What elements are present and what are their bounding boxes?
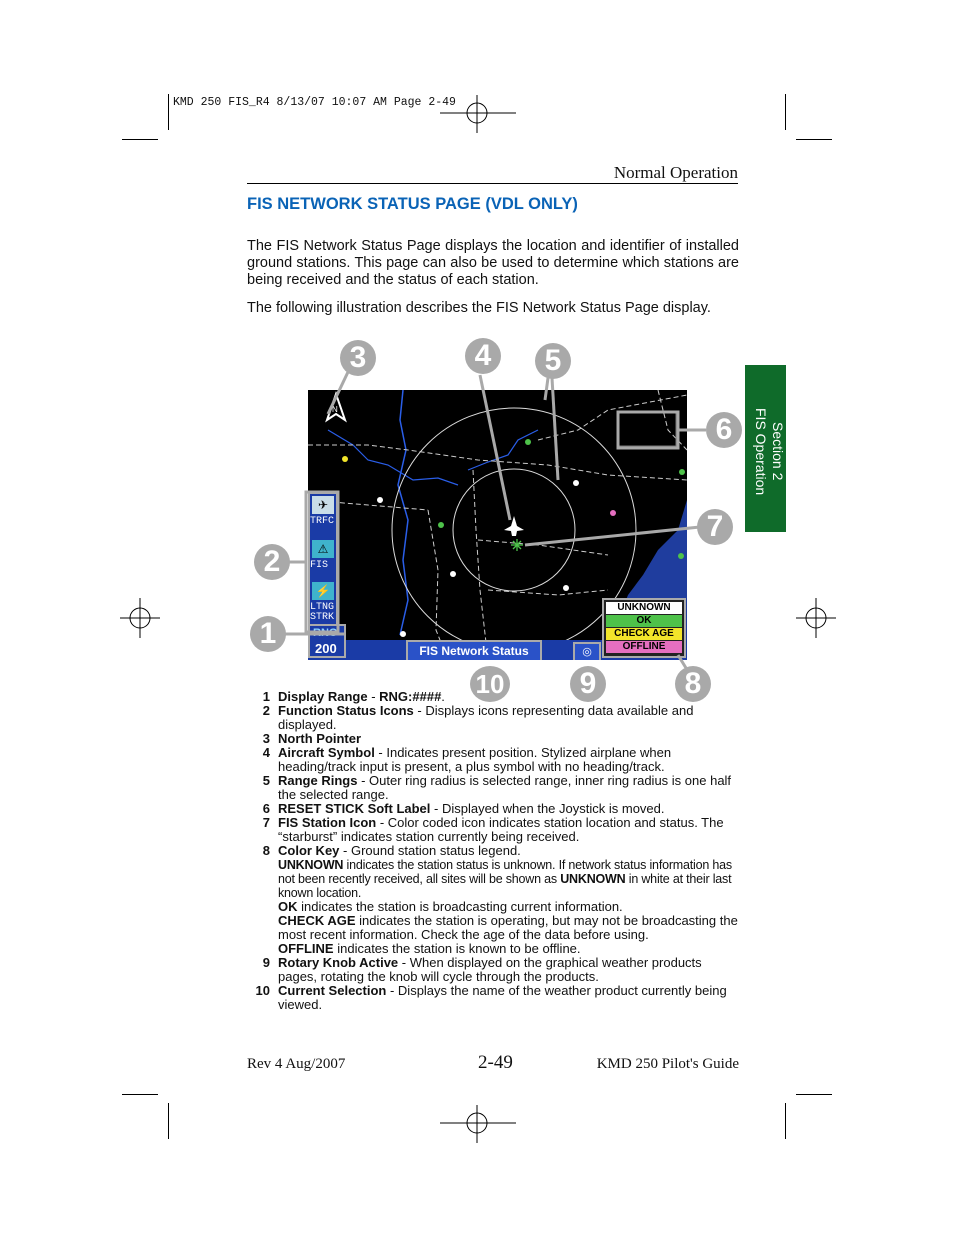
legend-item: 3 North Pointer <box>262 731 362 746</box>
callout-5: 5 <box>535 343 571 379</box>
fis-icon: ⚠ <box>312 540 334 558</box>
strike-label: STRK <box>310 612 335 623</box>
legend-item: 7 FIS Station Icon - Color coded icon indicates station location and status. The “starburst” indicates station currently being received. <box>262 815 724 844</box>
footer-guide-title: KMD 250 Pilot's Guide <box>596 1056 739 1072</box>
callout-3: 3 <box>340 340 376 376</box>
north-label: N <box>332 405 338 414</box>
legend-item: 2 Function Status Icons - Displays icons representing data available and displayed. <box>262 703 694 732</box>
fis-label: FIS <box>310 560 329 571</box>
legend-item: 4 Aircraft Symbol - Indicates present position. Stylized airplane when heading/track input is present, a plus symbol with no heading/track. <box>262 745 672 774</box>
traffic-label: TRFC <box>310 516 335 527</box>
color-key-note: UNKNOWN indicates the station status is unknown. If network status information has not been recently received, all sites will be shown as UNKNOWN in white at their last known location. <box>278 858 732 900</box>
traffic-icon: ✈ <box>312 496 334 514</box>
current-selection-label: FIS Network Status <box>406 640 542 660</box>
callout-9: 9 <box>570 666 606 702</box>
intro-paragraph: The following illustration describes the FIS Network Status Page display. <box>247 300 711 316</box>
section-header: Normal Operation <box>613 163 738 182</box>
callout-2: 2 <box>254 544 290 580</box>
color-key-check-age: CHECK AGE <box>606 628 682 640</box>
callout-4: 4 <box>465 338 501 374</box>
legend-item: 1 Display Range - RNG:####. <box>262 689 445 704</box>
print-slug: KMD 250 FIS_R4 8/13/07 10:07 AM Page 2-49 <box>173 96 456 109</box>
callout-1: 1 <box>250 616 286 652</box>
legend-item: 9 Rotary Knob Active - When displayed on the graphical weather products pages, rotating the knob will cycle through the products. <box>262 955 702 984</box>
range-label: RNG <box>313 627 338 639</box>
lightning-icon: ⚡ <box>312 582 334 600</box>
page-title: FIS NETWORK STATUS PAGE (VDL ONLY) <box>247 195 578 213</box>
range-value: 200 <box>315 641 337 656</box>
legend-item: 10 Current Selection - Displays the name of the weather product currently being viewed. <box>255 983 727 1012</box>
callout-7: 7 <box>697 509 733 545</box>
callout-6: 6 <box>706 412 742 448</box>
rotary-knob-icon: ◎ <box>573 642 601 660</box>
color-key-unknown: UNKNOWN <box>606 602 682 614</box>
legend-item: 6 RESET STICK Soft Label - Displayed when the Joystick is moved. <box>262 801 665 816</box>
intro-paragraph: The FIS Network Status Page displays the location and identifier of installed ground stations. This page can also be used to determine which stations are being received and the status of each station. <box>247 238 739 288</box>
legend-item: 8 Color Key - Ground station status legend. <box>262 843 521 858</box>
legend-list <box>254 690 744 1012</box>
lightning-label: LTNG <box>310 602 335 613</box>
callout-10: 10 <box>470 666 510 702</box>
page-number: 2-49 <box>478 1052 513 1073</box>
color-key-offline: OFFLINE <box>606 641 682 653</box>
footer-revision: Rev 4 Aug/2007 <box>247 1056 346 1072</box>
callout-8: 8 <box>675 666 711 702</box>
legend-item: 5 Range Rings - Outer ring radius is selected range, inner ring radius is one half the selected range. <box>262 773 732 802</box>
color-key-ok: OK <box>606 615 682 627</box>
color-key-note: OFFLINE indicates the station is known to be offline. <box>278 941 581 956</box>
color-key-note: OK indicates the station is broadcasting current information. <box>278 899 623 914</box>
color-key-note: CHECK AGE indicates the station is operating, but may not be broadcasting the most recent information. Check the age of the data before using. <box>278 913 738 942</box>
section-tab-line2: FIS Operation <box>753 407 769 496</box>
section-tab-line1: Section 2 <box>770 422 786 481</box>
